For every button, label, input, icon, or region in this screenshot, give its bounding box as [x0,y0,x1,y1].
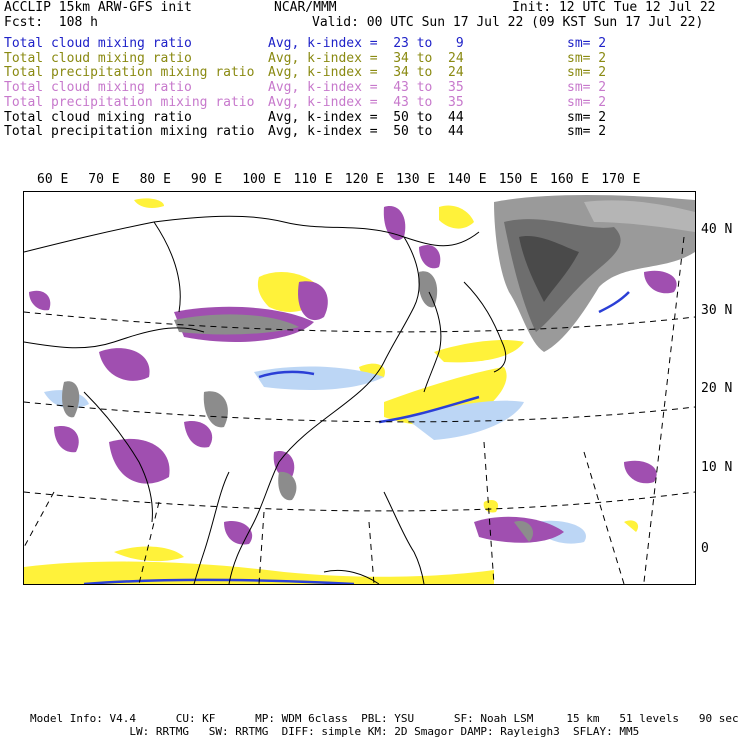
field-smoothing: sm= 2 [567,80,607,96]
latitude-label: 0 [701,541,709,556]
longitude-label: 160 E [550,172,590,187]
field-name: Total precipitation mixing ratio [4,124,255,140]
model-info-line1: Model Info: V4.4 CU: KF MP: WDM 6class PBL: YSU SF: Noah LSM 15 km 51 levels 90 sec [30,712,739,725]
longitude-label: 80 E [139,172,171,187]
field-smoothing: sm= 2 [567,65,607,81]
latitude-label: 40 N [701,222,733,237]
field-name: Total cloud mixing ratio [4,50,192,66]
field-smoothing: sm= 2 [567,36,607,51]
init-time: Init: 12 UTC Tue 12 Jul 22 [512,0,716,15]
field-level-range: Avg, k-index = 34 to 24 [268,65,464,81]
field-name: Total cloud mixing ratio [4,80,192,96]
field-level-range: Avg, k-index = 43 to 35 [268,94,464,110]
field-name: Total cloud mixing ratio [4,109,192,125]
field-level-range: Avg, k-index = 23 to 9 [268,36,464,51]
field-level-range: Avg, k-index = 43 to 35 [268,80,464,96]
field-smoothing: sm= 2 [567,94,607,110]
map-panel [23,191,696,585]
map-title: ACCLIP 15km ARW-GFS init [4,0,192,15]
field-name: Total cloud mixing ratio [4,36,192,51]
latitude-label: 30 N [701,303,733,318]
longitude-label: 110 E [293,172,333,187]
field-smoothing: sm= 2 [567,109,607,125]
field-level-range: Avg, k-index = 50 to 44 [268,109,464,125]
longitude-label: 100 E [242,172,282,187]
valid-time: Valid: 00 UTC Sun 17 Jul 22 (09 KST Sun 17 Jul 22) [312,15,704,30]
longitude-label: 130 E [396,172,436,187]
model-info-line2: LW: RRTMG SW: RRTMG DIFF: simple KM: 2D Smagor DAMP: Rayleigh3 SFLAY: MM5 [30,725,640,738]
longitude-label: 60 E [37,172,69,187]
longitude-label: 150 E [498,172,538,187]
longitude-label: 140 E [447,172,487,187]
field-level-range: Avg, k-index = 50 to 44 [268,124,464,140]
field-name: Total precipitation mixing ratio [4,65,255,81]
longitude-label: 170 E [601,172,641,187]
longitude-label: 70 E [88,172,120,187]
field-name: Total precipitation mixing ratio [4,94,255,110]
longitude-label: 120 E [344,172,384,187]
field-level-range: Avg, k-index = 34 to 24 [268,50,464,66]
field-smoothing: sm= 2 [567,50,607,66]
latitude-label: 20 N [701,381,733,396]
field-smoothing: sm= 2 [567,124,607,140]
org-label: NCAR/MMM [274,0,337,15]
forecast-hour: Fcst: 108 h [4,15,98,30]
map-canvas [24,192,695,584]
longitude-label: 90 E [190,172,223,187]
latitude-label: 10 N [701,460,733,475]
